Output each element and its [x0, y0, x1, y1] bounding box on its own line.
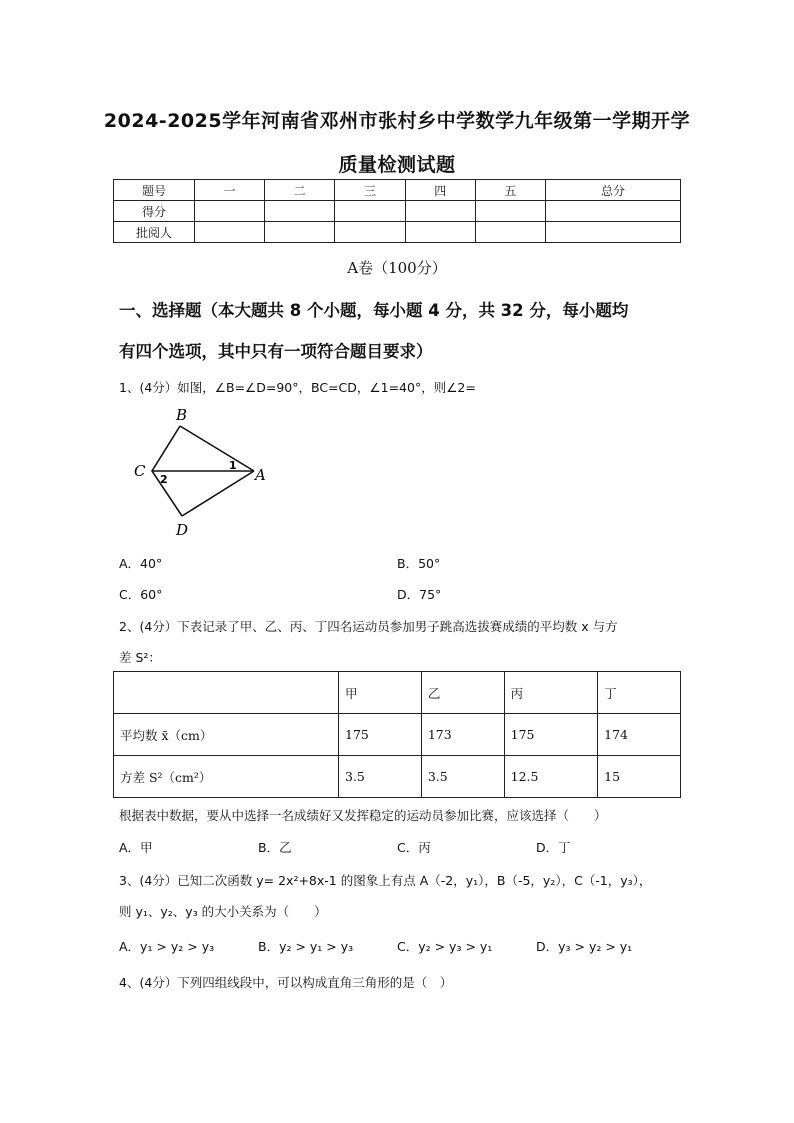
table-cell	[114, 672, 339, 714]
table-cell: 乙	[421, 672, 504, 714]
section-heading-line-2: 有四个选项，其中只有一项符合题目要求）	[119, 342, 433, 361]
score-table	[113, 179, 681, 243]
table-cell: 174	[598, 714, 681, 756]
question-1-option-d[interactable]: D．75°	[397, 587, 442, 602]
score-cell: 二	[265, 180, 335, 201]
score-cell	[195, 201, 265, 222]
score-table-row	[114, 201, 681, 222]
table-cell: 175	[339, 714, 422, 756]
question-2-option-c[interactable]: C．丙	[397, 840, 431, 855]
table-cell: 15	[598, 756, 681, 798]
score-cell	[195, 222, 265, 243]
table-row-label: 方差 S²（cm²）	[114, 756, 339, 798]
question-2-prompt: 根据表中数据，要从中选择一名成绩好又发挥稳定的运动员参加比赛，应该选择（ ）	[119, 808, 607, 823]
score-cell: 五	[475, 180, 545, 201]
volume-heading: A卷（100分）	[347, 259, 447, 277]
table-cell: 3.5	[421, 756, 504, 798]
question-2-option-d[interactable]: D．丁	[536, 840, 571, 855]
question-1-option-c[interactable]: C．60°	[119, 587, 163, 602]
question-1-stem: 1、(4分）如图，∠B=∠D=90°，BC=CD，∠1=40°，则∠2=	[119, 380, 476, 395]
question-3-stem-line-1: 3、(4分）已知二次函数 y= 2x²+8x-1 的图象上有点 A（-2，y₁），B（-5，y₂），C（-1，y₃），	[119, 873, 652, 888]
table-cell: 173	[421, 714, 504, 756]
score-cell	[265, 222, 335, 243]
question-3-stem-line-2: 则 y₁、y₂、y₃ 的大小关系为（ ）	[119, 904, 327, 919]
question-4-stem: 4、(4分）下列四组线段中，可以构成直角三角形的是（ ）	[119, 975, 453, 990]
score-cell: 题号	[114, 180, 195, 201]
score-cell: 得分	[114, 201, 195, 222]
table-cell: 丁	[598, 672, 681, 714]
table-header-row	[114, 672, 681, 714]
score-cell	[546, 201, 681, 222]
question-2-option-a[interactable]: A．甲	[119, 840, 153, 855]
score-cell: 总分	[546, 180, 681, 201]
score-cell	[405, 222, 475, 243]
score-cell	[475, 201, 545, 222]
label-angle-1: 1	[229, 459, 237, 472]
question-1-option-a[interactable]: A．40°	[119, 556, 163, 571]
question-2-table	[113, 671, 681, 798]
table-cell: 丙	[504, 672, 598, 714]
label-b: B	[176, 406, 188, 424]
table-cell: 12.5	[504, 756, 598, 798]
question-3-option-c[interactable]: C．y₂ > y₃ > y₁	[397, 939, 493, 954]
label-c: C	[134, 462, 146, 480]
question-2-option-b[interactable]: B．乙	[258, 840, 292, 855]
label-angle-2: 2	[160, 473, 168, 486]
score-cell	[546, 222, 681, 243]
score-cell	[265, 201, 335, 222]
score-cell	[475, 222, 545, 243]
score-cell: 四	[405, 180, 475, 201]
table-row	[114, 756, 681, 798]
figure-side-ba	[180, 426, 254, 471]
score-cell: 一	[195, 180, 265, 201]
table-cell: 175	[504, 714, 598, 756]
question-3-option-b[interactable]: B．y₂ > y₁ > y₃	[258, 939, 354, 954]
score-cell	[335, 222, 405, 243]
question-3-option-d[interactable]: D．y₃ > y₂ > y₁	[536, 939, 633, 954]
table-cell: 甲	[339, 672, 422, 714]
question-2-stem-line-2: 差 S²：	[119, 650, 161, 665]
document-title-line-2: 质量检测试题	[338, 154, 456, 176]
score-table-row	[114, 222, 681, 243]
table-cell: 3.5	[339, 756, 422, 798]
score-cell: 批阅人	[114, 222, 195, 243]
document-title-line-1: 2024-2025学年河南省邓州市张村乡中学数学九年级第一学期开学	[103, 110, 691, 132]
table-row-label: 平均数 x̄（cm）	[114, 714, 339, 756]
figure-side-da	[182, 471, 254, 516]
question-3-option-a[interactable]: A．y₁ > y₂ > y₃	[119, 939, 215, 954]
question-1-figure	[128, 402, 278, 542]
question-2-stem-line-1: 2、(4分）下表记录了甲、乙、丙、丁四名运动员参加男子跳高选拔赛成绩的平均数 x 与方	[119, 619, 618, 634]
score-cell	[335, 201, 405, 222]
section-heading-line-1: 一、选择题（本大题共 8 个小题，每小题 4 分，共 32 分，每小题均	[119, 301, 629, 320]
score-cell: 三	[335, 180, 405, 201]
table-row	[114, 714, 681, 756]
question-1-option-b[interactable]: B．50°	[397, 556, 441, 571]
score-table-header-row	[114, 180, 681, 201]
score-cell	[405, 201, 475, 222]
label-a: A	[255, 466, 266, 484]
label-d: D	[176, 521, 189, 539]
